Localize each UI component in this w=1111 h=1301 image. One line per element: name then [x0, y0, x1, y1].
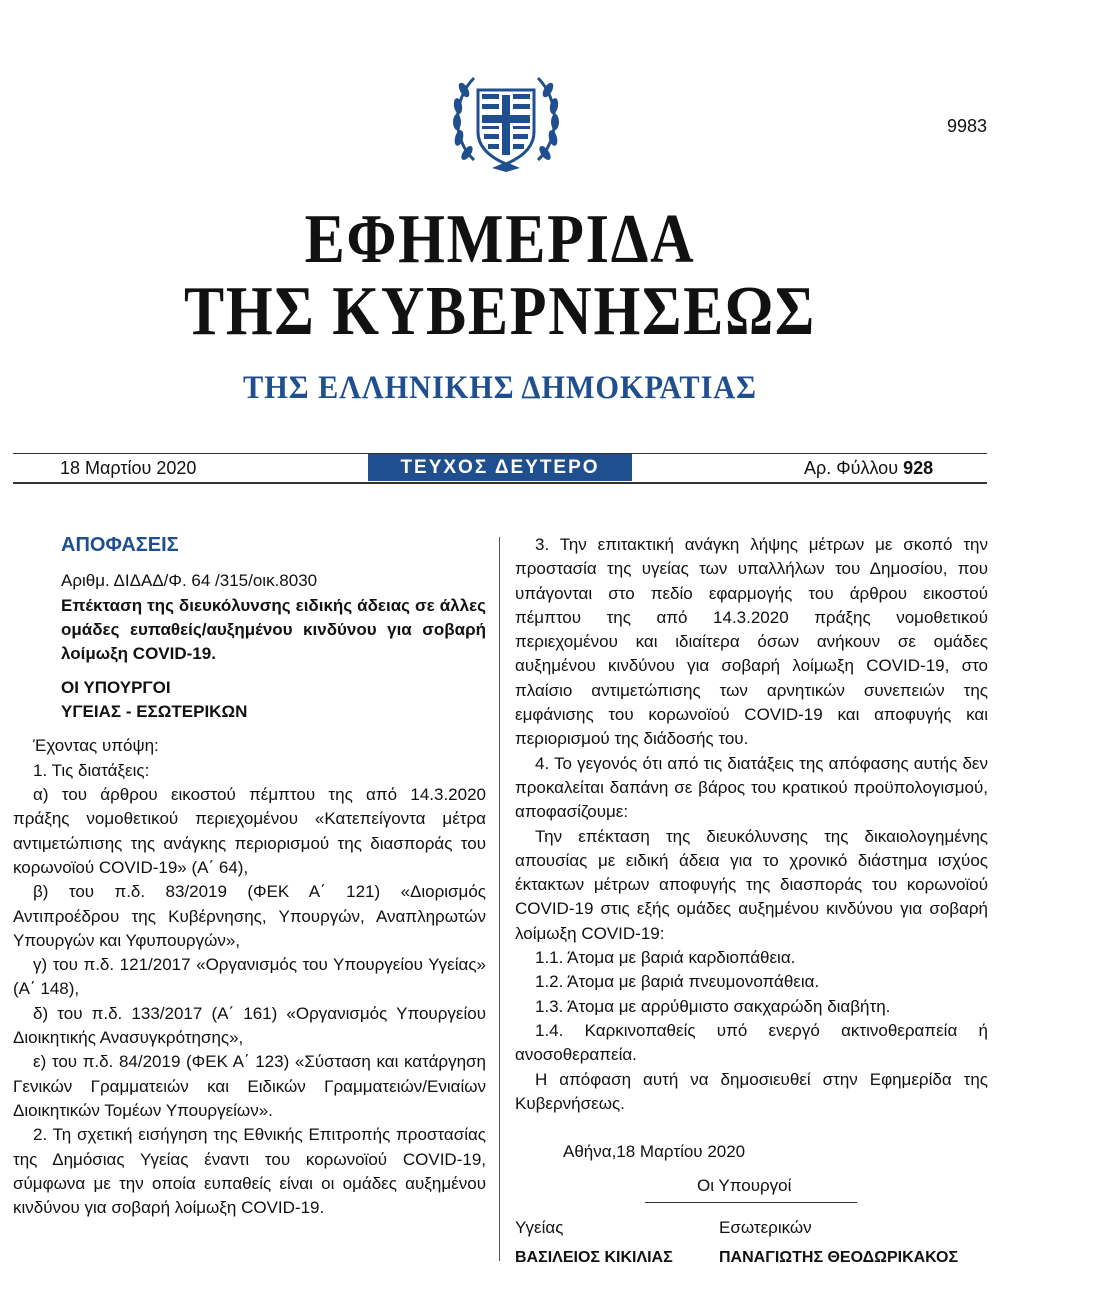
greek-coat-of-arms-emblem [444, 60, 568, 184]
paragraph: ε) του π.δ. 84/2019 (ΦΕΚ Α΄ 123) «Σύσταση και κατάργηση Γενικών Γραμματειών και Ειδικών Γραμματειών/Ενιαίων Διοικητικών Τομέων Υπουργείων». [13, 1052, 486, 1120]
ministry-health: Υγείας [515, 1218, 564, 1238]
decision-title: Επέκταση της διευκόλυνσης ειδικής άδειας σε άλλες ομάδες ευπαθείς/αυξημένου κινδύνου για σοβαρή λοίμωξη COVID-19. [61, 595, 486, 664]
signatories-row [515, 1246, 988, 1276]
minister-health-name: ΒΑΣΙΛΕΙΟΣ ΚΙΚΙΛΙΑΣ [515, 1249, 673, 1267]
issue-date: 18 Μαρτίου 2020 [60, 458, 197, 478]
section-title: ΑΠΟΦΑΣΕΙΣ [61, 534, 179, 556]
masthead-line-1: ΕΦΗΜΕΡΙΔΑ [304, 201, 696, 278]
sheet-number-value: 928 [903, 458, 934, 478]
list-item: 1.3. Άτομα με αρρύθμιστο σακχαρώδη διαβήτη. [535, 996, 891, 1016]
issue-type-badge: ΤΕΥΧΟΣ ΔΕΥΤΕΡΟ [368, 454, 632, 481]
issuing-ministers [61, 676, 486, 724]
ministers-line-2: ΥΓΕΙΑΣ - ΕΣΩΤΕΡΙΚΩΝ [61, 702, 248, 722]
left-column [13, 533, 486, 1220]
paragraph: γ) του π.δ. 121/2017 «Οργανισμός του Υπουργείου Υγείας» (Α΄ 148), [13, 955, 486, 999]
paragraph: 2. Τη σχετική εισήγηση της Εθνικής Επιτροπής προστασίας της Δημόσιας Υγείας έναντι του κορωνοϊού COVID-19, σύμφωνα με την οποία ευπαθείς είναι οι ομάδες αυξημένου κινδύνου για σοβαρή λοίμωξη COVID-19. [13, 1125, 486, 1218]
list-item: 1.2. Άτομα με βαριά πνευμονοπάθεια. [535, 972, 820, 992]
list-item: 1.4. Καρκινοπαθείς υπό ενεργό ακτινοθεραπεία ή ανοσοθεραπεία. [515, 1020, 988, 1065]
list-item: 1.1. Άτομα με βαριά καρδιοπάθεια. [535, 948, 796, 968]
page-number: 9983 [946, 116, 987, 136]
ministries-row [515, 1216, 988, 1246]
column-divider [499, 537, 500, 1261]
sheet-number [804, 458, 933, 479]
signers-heading [515, 1164, 988, 1210]
signers-rule [645, 1202, 857, 1203]
paragraph: δ) του π.δ. 133/2017 (Α΄ 161) «Οργανισμός Υπουργείου Διοικητικής Ανασυγκρότησης», [13, 1003, 486, 1048]
masthead-line-3: ΤΗΣ ΕΛΛΗΝΙΚΗΣ ΔΗΜΟΚΡΑΤΙΑΣ [243, 370, 757, 406]
masthead-line-2: ΤΗΣ ΚΥΒΕΡΝΗΣΕΩΣ [184, 273, 816, 350]
sheet-number-label: Αρ. Φύλλου [804, 458, 899, 478]
place-date: Αθήνα,18 Μαρτίου 2020 [563, 1142, 746, 1162]
paragraph: Η απόφαση αυτή να δημοσιευθεί στην Εφημερίδα της Κυβερνήσεως. [515, 1069, 988, 1113]
paragraph: Έχοντας υπόψη: [33, 736, 159, 756]
right-column [515, 533, 988, 1276]
paragraph: 3. Την επιτακτική ανάγκη λήψης μέτρων με σκοπό την προστασία της υγείας των υπαλλήλων του Δημοσίου, που υπάγονται στο πεδίο εφαρμογής του άρθρου εικοστού πέμπτου της από 14.3.2020 πράξης νομοθετικού περιεχομένου και ιδιαίτερα όσων ανήκουν σε ομάδες αυξημένου κινδύνου για σοβαρή λοίμωξη COVID-19, στο πλαίσιο αντιμετώπισης των αρνητικών συνεπειών της εμφάνισης του κορωνοϊού COVID-19 και αποφυγής και περιορισμού της διάδοσής του. [515, 535, 988, 749]
paragraph: α) του άρθρου εικοστού πέμπτου της από 14.3.2020 πράξης νομοθετικού περιεχομένου «Κατεπείγοντα μέτρα αντιμετώπισης της ανάγκης περιορισμού της διασποράς του κορωνοϊού COVID-19» (Α΄ 64), [13, 785, 486, 877]
paragraph: Την επέκταση της διευκόλυνσης της δικαιολογημένης απουσίας με ειδική άδεια για το χρονικό διάστημα ισχύος έκτακτων μέτρων αποφυγής της διασποράς του κορωνοϊού COVID-19 στις εξής ομάδες αυξημένου κινδύνου για σοβαρή λοίμωξη COVID-19: [515, 826, 988, 943]
ministry-interior: Εσωτερικών [719, 1218, 812, 1238]
minister-interior-name: ΠΑΝΑΓΙΩΤΗΣ ΘΕΟΔΩΡΙΚΑΚΟΣ [719, 1249, 959, 1267]
signers-label: Οι Υπουργοί [697, 1176, 792, 1196]
decision-number: Αριθμ. ΔΙΔΑΔ/Φ. 64 /315/οικ.8030 [61, 571, 318, 591]
paragraph: 1. Τις διατάξεις: [33, 760, 150, 780]
ministers-line-1: ΟΙ ΥΠΟΥΡΓΟΙ [61, 678, 171, 698]
paragraph: 4. Το γεγονός ότι από τις διατάξεις της απόφασης αυτής δεν προκαλείται δαπάνη σε βάρος του κρατικού προϋπολογισμού, αποφασίζουμε: [515, 753, 988, 822]
paragraph: β) του π.δ. 83/2019 (ΦΕΚ Α΄ 121) «Διορισμός Αντιπροέδρου της Κυβέρνησης, Υπουργών, Αναπληρωτών Υπουργών και Υφυπουργών», [13, 882, 486, 950]
